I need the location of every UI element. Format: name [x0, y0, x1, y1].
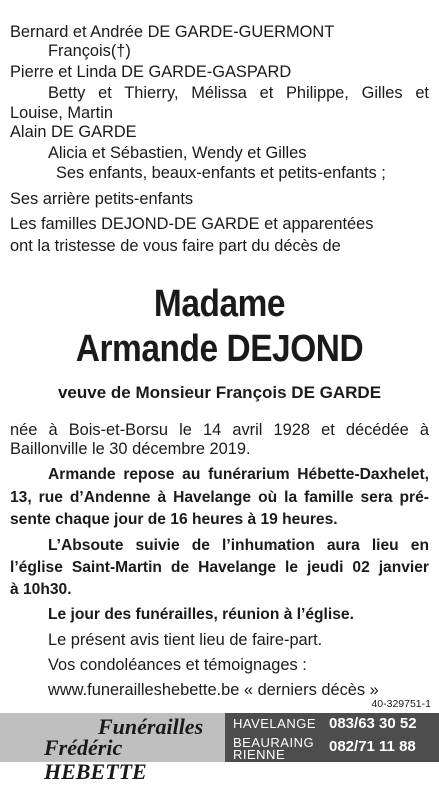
brand-line: Frédéric HEBETTE [44, 735, 147, 784]
funeral-home-logo [0, 713, 225, 784]
funeral-home-banner [0, 713, 439, 784]
absoute-line: L’Absoute suivie de l’inhumation aura lieu en [48, 537, 429, 554]
deceased-name: Armande DEJOND [75, 328, 364, 370]
absoute-line: l’église Saint-Martin de Havelange le jeudi 02 janvier [10, 559, 429, 576]
rest-line: sente chaque jour de 16 heures à 19 heures. [10, 511, 338, 528]
deceased-title: Madame [153, 283, 286, 325]
widow-line: veuve de Monsieur François DE GARDE [57, 383, 382, 402]
brand-line: Funérailles [98, 714, 204, 739]
family-line: Betty et Thierry, Mélissa et Philippe, Gilles et [48, 84, 429, 102]
family-line: Bernard et Andrée DE GARDE-GUERMONT [10, 23, 335, 41]
location-label: RIENNE [233, 747, 286, 762]
condolences-line: Vos condoléances et témoignages : [48, 656, 307, 674]
family-line: Louise, Martin [10, 104, 113, 122]
rest-line: Armande repose au funérarium Hébette-Daxhelet, [48, 466, 429, 483]
birth-line: née à Bois-et-Borsu le 14 avril 1928 et décédée à [10, 421, 429, 439]
phone-number[interactable]: 082/71 11 88 [329, 738, 416, 755]
contact-panel [225, 713, 439, 762]
location-label: HAVELANGE [233, 716, 317, 731]
location-label: BEAURAING [233, 735, 315, 750]
family-line: Ses arrière petits-enfants [10, 190, 194, 208]
reference-number: 40-329751-1 [371, 698, 431, 710]
family-line: Pierre et Linda DE GARDE-GASPARD [10, 63, 292, 81]
meeting-line: Le jour des funérailles, réunion à l’église. [48, 606, 354, 623]
rest-line: 13, rue d’Andenne à Havelange où la famille sera pré- [10, 489, 429, 506]
family-line: Ses enfants, beaux-enfants et petits-enfants ; [56, 164, 386, 182]
family-line: François(†) [48, 42, 131, 60]
family-line: ont la tristesse de vous faire part du décès de [10, 237, 341, 255]
phone-number[interactable]: 083/63 30 52 [329, 715, 417, 732]
family-line: Les familles DEJOND-DE GARDE et apparentées [10, 215, 374, 233]
family-line: Alicia et Sébastien, Wendy et Gilles [48, 144, 307, 162]
family-line: Alain DE GARDE [10, 123, 137, 141]
website-link[interactable]: www.funerailleshebette.be « derniers décès » [48, 681, 379, 699]
birth-line: Baillonville le 30 décembre 2019. [10, 440, 251, 458]
absoute-line: à 10h30. [10, 581, 72, 598]
notice-line: Le présent avis tient lieu de faire-part. [48, 631, 323, 649]
